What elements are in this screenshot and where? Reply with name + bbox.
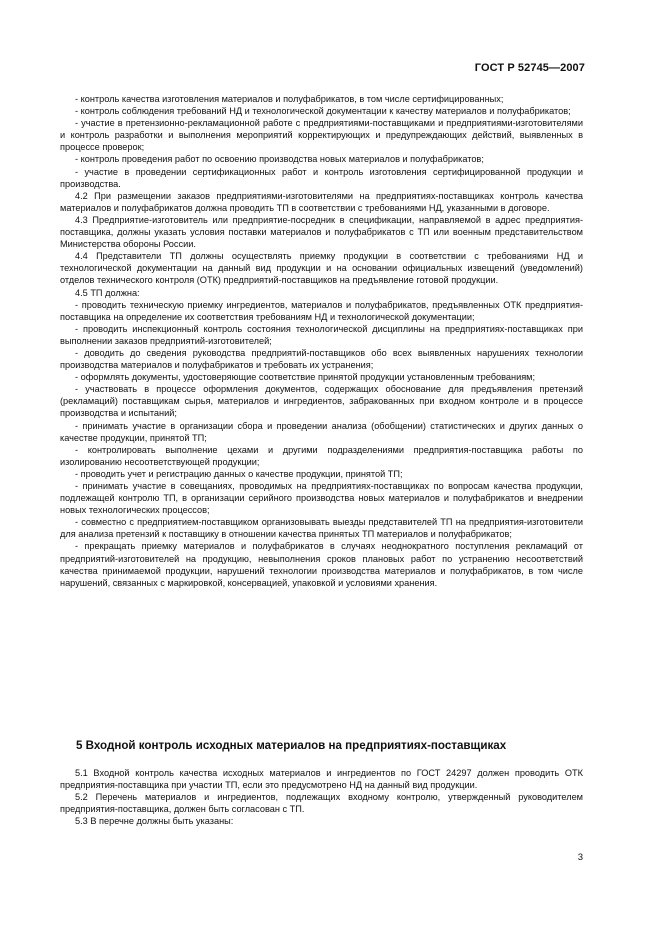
paragraph: 5.3 В перечне должны быть указаны: bbox=[75, 816, 234, 827]
paragraph: - участвовать в процессе оформления документов, содержащих обоснование для предъявления претензий (рекламаций) поставщикам сырья, материалов и ингредиентов, забракованных при входном контроле и в процессе производства и испытаний; bbox=[60, 384, 583, 419]
paragraph: - совместно с предприятием-поставщиком организовывать выезды представителей ТП на предприятия-изготовители для анализа претензий к поставщику в отношении качества принятых ТП материалов и полуфабрикатов; bbox=[60, 517, 583, 540]
paragraph: - проводить учет и регистрацию данных о качестве продукции, принятой ТП; bbox=[75, 468, 403, 479]
paragraph: - прекращать приемку материалов и полуфабрикатов в случаях неоднократного поступления рекламаций от предприятий-изготовителей на продукцию, невыполнения сроков плановых работ по устранению несоответствий качества принимаемой продукции, нарушений технологии производства материалов и полуфабрикатов, в том числе нарушений, связанных с маркировкой, консервацией, упаковкой и условиями хранения. bbox=[60, 541, 583, 588]
paragraph: - участие в проведении сертификационных работ и контроль изготовления сертифицированной продукции и производства. bbox=[60, 166, 583, 189]
section-5-heading: 5 Входной контроль исходных материалов на предприятиях-поставщиках bbox=[76, 739, 507, 752]
paragraph: - проводить инспекционный контроль состояния технологической дисциплины на предприятиях-поставщиках при выполнении заказов предприятий-изготовителей; bbox=[60, 323, 583, 346]
paragraph: 5.2 Перечень материалов и ингредиентов, подлежащих входному контролю, утвержденный руководителем предприятия-поставщика, должен быть согласован с ТП. bbox=[60, 792, 583, 815]
document-number: ГОСТ Р 52745—2007 bbox=[474, 62, 585, 74]
section-4-text bbox=[60, 93, 583, 589]
paragraph: - оформлять документы, удостоверяющие соответствие принятой продукции установленным требованиям; bbox=[75, 372, 536, 383]
paragraph: - проводить техническую приемку ингредиентов, материалов и полуфабрикатов, предъявленных ОТК предприятия-поставщика на определение их соответствия требованиям НД и технологической документации; bbox=[60, 299, 583, 322]
paragraph: 5.1 Входной контроль качества исходных материалов и ингредиентов по ГОСТ 24297 должен проводить ОТК предприятия-поставщика при участии ТП, если это предусмотрено НД на данный вид продукции. bbox=[60, 768, 583, 791]
paragraph: - доводить до сведения руководства предприятий-поставщиков обо всех выявленных нарушениях технологии производства материалов и полуфабрикатов и требовать их устранения; bbox=[60, 347, 583, 371]
section-5-text bbox=[60, 767, 583, 827]
page-number: 3 bbox=[577, 852, 583, 863]
paragraph: 4.5 ТП должна: bbox=[75, 287, 140, 298]
paragraph: - принимать участие в совещаниях, проводимых на предприятиях-поставщиках по вопросам качества продукции, подлежащей контролю ТП, в организации серийного производства новых материалов и полуфабрикатов и внедрении новых технологических процессов; bbox=[60, 481, 583, 516]
paragraph: 4.4 Представители ТП должны осуществлять приемку продукции в соответствии с требованиями НД и технологической документации на данный вид продукции и на основании официальных извещений (уведомлений) отделов технического контроля (ОТК) предприятий-поставщиков на предъявление готовой продукции. bbox=[60, 251, 583, 286]
paragraph: 4.2 При размещении заказов предприятиями-изготовителями на предприятиях-поставщиках контроль качества материалов и полуфабрикатов должна проводить ТП в соответствии с требованиями НД, указанными в договоре. bbox=[60, 190, 583, 213]
paragraph: - принимать участие в организации сбора и проведении анализа (обобщении) статистических и других данных о качестве продукции, принятой ТП; bbox=[60, 420, 583, 443]
paragraph: 4.3 Предприятие-изготовитель или предприятие-посредник в спецификации, направляемой в адрес предприятия-поставщика, должны указать условия поставки материалов и полуфабрикатов с ТП или военным представительством Министерства обороны России. bbox=[60, 214, 583, 250]
paragraph: - контроль качества изготовления материалов и полуфабрикатов, в том числе сертифицированных; bbox=[75, 94, 504, 104]
paragraph: - контроль проведения работ по освоению производства новых материалов и полуфабрикатов; bbox=[75, 154, 484, 165]
paragraph: - участие в претензионно-рекламационной работе с предприятиями-поставщиками и предприятиями-изготовителями и контроль разработки и выполнения мероприятий корректирующих и предупреждающих действий, выявленных в процессе проверок; bbox=[60, 118, 583, 153]
paragraph: - контроль соблюдения требований НД и технологической документации к качеству материалов и полуфабрикатов; bbox=[75, 106, 571, 117]
paragraph: - контролировать выполнение цехами и другими подразделениями предприятия-поставщика работы по изолированию несоответствующей продукции; bbox=[60, 444, 583, 467]
